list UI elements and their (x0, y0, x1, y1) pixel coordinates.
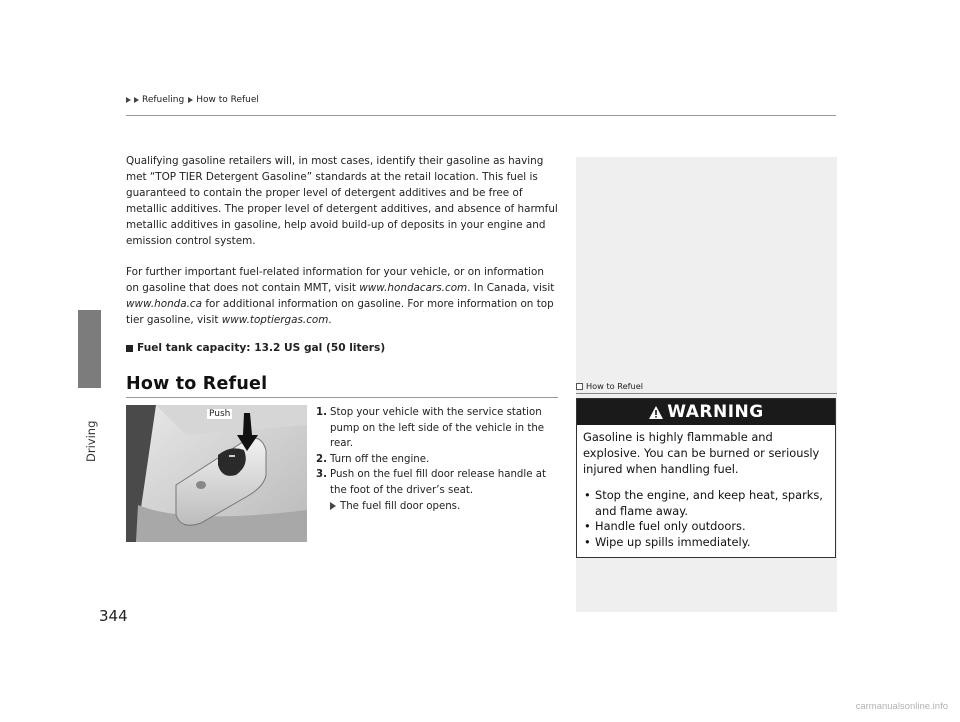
breadcrumb-item-refueling[interactable]: Refueling (142, 95, 185, 105)
page-number: 344 (99, 607, 128, 625)
warning-body: Gasoline is highly flammable and explosive. You can be burned or seriously injured when handling fuel. (583, 430, 820, 476)
side-tab (0, 0, 101, 722)
note-divider (576, 393, 837, 394)
breadcrumb-arrow-icon (188, 97, 193, 103)
result-arrow-icon (330, 502, 336, 510)
note-heading (576, 381, 643, 391)
step-result: The fuel fill door opens. (316, 499, 554, 515)
push-callout-label: Push (209, 409, 231, 419)
link-hondacars[interactable]: www.hondacars.com (359, 282, 468, 294)
fuel-capacity-heading (126, 342, 385, 354)
refuel-steps (316, 405, 554, 514)
link-honda-ca[interactable]: www.honda.ca (126, 298, 203, 310)
square-bullet-icon (126, 345, 133, 352)
section-title: How to Refuel (126, 374, 268, 394)
note-title: How to Refuel (586, 381, 644, 391)
step-3: 3. Push on the fuel fill door release handle at the foot of the driver’s seat. (316, 469, 546, 496)
intro-paragraph-top-tier: Qualifying gasoline retailers will, in most cases, identify their gasoline as having met “TOP TIER Detergent Gasoline” standards at the retail location. This fuel is guaranteed to contain the proper level of detergent additives and be free of metallic additives. The proper level of detergent additives, and absence of harmful metallic additives in gasoline, help avoid build-up of deposits in your engine and emission control system. (126, 155, 558, 247)
link-toptiergas[interactable]: www.toptiergas.com (221, 314, 329, 326)
fuel-door-release-illustration (126, 405, 307, 542)
side-tab-marker (78, 310, 101, 388)
step-1: 1. Stop your vehicle with the service station pump on the left side of the vehicle in the rear. (316, 407, 545, 450)
warning-bullets (583, 488, 831, 550)
warning-box (576, 398, 836, 558)
intro-paragraph-fuel-info: For further important fuel-related information for your vehicle, or on information on gasoline that does not contain MMT, visit www.hondacars.com. In Canada, visit www.honda.ca for additional information on gasoline. For more information on top tier gasoline, visit www.toptiergas.com. (126, 266, 555, 326)
warning-bullet: • Handle fuel only outdoors. (583, 519, 831, 535)
warning-bullet: • Wipe up spills immediately. (583, 535, 831, 551)
breadcrumb (126, 95, 259, 105)
warning-title: WARNING (667, 402, 764, 422)
warning-bullet: • Stop the engine, and keep heat, sparks, and flame away. (583, 488, 831, 519)
fuel-capacity-label: Fuel tank capacity: 13.2 US gal (50 liters) (137, 342, 386, 354)
section-divider (126, 397, 558, 398)
breadcrumb-arrow-icon (134, 97, 139, 103)
watermark: carmanualsonline.info (855, 701, 948, 712)
side-tab-label: Driving (84, 420, 98, 462)
header-divider (126, 115, 836, 116)
step-2: 2. Turn off the engine. (316, 453, 430, 465)
breadcrumb-item-how-to-refuel[interactable]: How to Refuel (196, 95, 259, 105)
note-icon (576, 383, 583, 390)
warning-banner (577, 399, 835, 425)
warning-triangle-icon (648, 405, 664, 420)
breadcrumb-arrow-icon (126, 97, 131, 103)
